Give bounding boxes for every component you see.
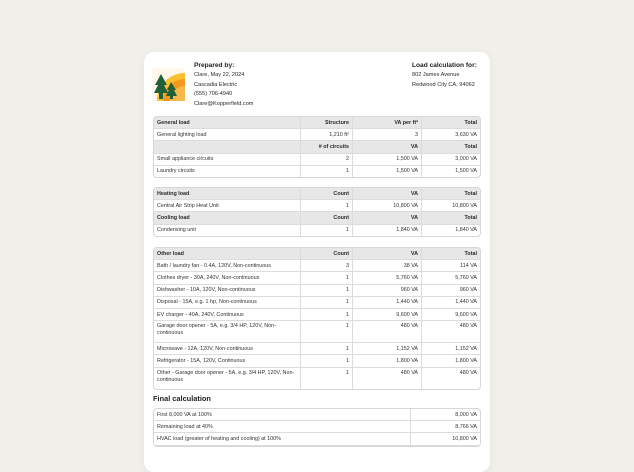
row-label: Small appliance circuits	[154, 154, 301, 166]
table-row	[154, 421, 480, 433]
address-line-1: 802 James Avenue	[412, 72, 460, 78]
row-cell: 5,760 VA	[353, 272, 422, 284]
row-label: Refrigerator - 15A, 120V, Continuous	[154, 355, 301, 367]
row-label: Other - Garage door opener - 5A, e.g. 3/4 HP, 120V, Non-continuous	[154, 368, 301, 389]
prepared-by-heading: Prepared by:	[194, 62, 235, 69]
row-label: Clothes dryer - 30A, 240V, Non-continuous	[154, 272, 301, 284]
header-cell: Count	[301, 212, 353, 224]
table-row	[154, 129, 480, 141]
row-total: 1,840 VA	[455, 227, 477, 234]
row-cell: 3	[353, 129, 422, 141]
row-cell: 1	[301, 321, 353, 343]
row-label: HVAC load (greater of heating and cooling) at 100%	[154, 433, 411, 445]
table-row	[154, 154, 480, 166]
row-label: General lighting load	[154, 129, 301, 141]
row-label: Remaining load at 40%	[154, 421, 411, 433]
header-cell	[154, 141, 301, 153]
row-total: 10,800 VA	[422, 200, 480, 212]
row-cell: 1,500 VA	[353, 154, 422, 166]
preparer-email[interactable]: Clare@Kopperfield.com	[194, 101, 254, 108]
header-cell: Cooling load	[154, 212, 301, 224]
row-label: Garage door opener - 5A, e.g. 3/4 HP, 120V, Non-continuous	[154, 321, 301, 343]
other-load-table	[153, 247, 481, 390]
table-header-row	[154, 117, 480, 129]
table-row	[154, 166, 480, 177]
row-label: Laundry circuits	[154, 166, 301, 177]
table-row	[154, 368, 480, 389]
table-row	[154, 297, 480, 309]
row-total: 1,500 VA	[455, 168, 477, 175]
header-cell: VA per ft²	[353, 117, 422, 129]
header-cell: Total	[422, 248, 480, 260]
row-total: 1,152 VA	[422, 343, 480, 355]
row-cell: 1	[301, 200, 353, 212]
header-cell: Heating load	[154, 188, 301, 200]
header-cell: VA	[353, 212, 422, 224]
row-cell: 1	[301, 225, 353, 236]
row-total: 3,000 VA	[422, 154, 480, 166]
table-row	[154, 409, 480, 421]
row-label: Bath / laundry fan - 0.4A, 120V, Non-continuous	[154, 260, 301, 272]
row-cell: 480 VA	[353, 321, 422, 343]
row-total: 960 VA	[422, 285, 480, 297]
load-calculation-for-block	[412, 61, 477, 90]
row-cell: 480 VA	[353, 368, 422, 389]
table-row	[154, 285, 480, 297]
row-total: 5,760 VA	[422, 272, 480, 284]
row-cell: 1	[301, 355, 353, 367]
table-row	[154, 225, 480, 236]
load-for-heading: Load calculation for:	[412, 62, 477, 69]
table-header-row	[154, 188, 480, 200]
header-cell: # of circuits	[301, 141, 353, 153]
row-cell: 2	[301, 154, 353, 166]
header-cell: Count	[301, 188, 353, 200]
row-label: Central Air Strip Heat Unit	[154, 200, 301, 212]
header-cell: VA	[353, 188, 422, 200]
row-cell: 1	[301, 285, 353, 297]
table-header-row	[154, 212, 480, 224]
row-cell: 3	[301, 260, 353, 272]
row-cell: 1,152 VA	[353, 343, 422, 355]
table-row	[154, 200, 480, 212]
header-cell: VA	[353, 141, 422, 153]
row-label: EV charger - 40A, 240V, Continuous	[154, 309, 301, 321]
preparer-company: Cascadia Electric	[194, 81, 238, 88]
row-total: 114 VA	[422, 260, 480, 272]
row-cell: 10,800 VA	[353, 200, 422, 212]
header-cell: Total	[422, 212, 480, 224]
row-label: Condensing unit	[154, 225, 301, 236]
table-row	[154, 309, 480, 321]
header-cell: Total	[422, 188, 480, 200]
row-cell: 1	[301, 368, 353, 389]
row-total: 3,630 VA	[422, 129, 480, 141]
row-total: 480 VA	[459, 369, 477, 376]
header-cell: Total	[422, 141, 480, 153]
row-cell: 1	[301, 309, 353, 321]
table-row	[154, 433, 480, 445]
final-calculation-table	[153, 408, 481, 447]
row-total: 8,766 VA	[411, 421, 480, 433]
table-subheader-row	[154, 141, 480, 153]
header-cell: Count	[301, 248, 353, 260]
preparer-phone: (555) 706-4940	[194, 91, 233, 98]
address-line-2: Redwood City CA, 94062	[412, 81, 475, 88]
header-cell: Total	[422, 117, 480, 129]
hvac-load-table	[153, 187, 481, 237]
general-load-table	[153, 116, 481, 178]
row-cell: 1	[301, 166, 353, 177]
table-row	[154, 260, 480, 272]
row-total: 480 VA	[422, 321, 480, 343]
row-cell: 1	[301, 272, 353, 284]
table-row	[154, 355, 480, 367]
row-cell: 1,840 VA	[353, 225, 422, 236]
table-row	[154, 343, 480, 355]
row-cell: 960 VA	[353, 285, 422, 297]
preparer-name-date: Clare, May 22, 2024	[194, 72, 245, 78]
row-total: 10,800 VA	[411, 433, 480, 445]
row-total: 1,800 VA	[422, 355, 480, 367]
row-cell: 38 VA	[353, 260, 422, 272]
row-cell: 9,600 VA	[353, 309, 422, 321]
row-label: Disposal - 15A, e.g. 1 hp, Non-continuous	[154, 297, 301, 309]
final-calculation-title: Final calculation	[153, 394, 211, 403]
row-total: 9,600 VA	[422, 309, 480, 321]
table-row	[154, 321, 480, 343]
table-row	[154, 272, 480, 284]
header-cell: Other load	[154, 248, 301, 260]
row-cell: 1	[301, 297, 353, 309]
table-header-row	[154, 248, 480, 260]
row-cell: 1	[301, 343, 353, 355]
row-cell: 1,210 ft²	[301, 129, 353, 141]
row-cell: 1,440 VA	[353, 297, 422, 309]
row-total: 8,000 VA	[411, 409, 480, 421]
row-label: First 8,000 VA at 100%	[154, 409, 411, 421]
row-total: 1,440 VA	[422, 297, 480, 309]
header-cell: VA	[353, 248, 422, 260]
header-cell: General load	[154, 117, 301, 129]
row-cell: 1,800 VA	[353, 355, 422, 367]
row-label: Microwave - 12A, 120V, Non-continuous	[154, 343, 301, 355]
company-logo	[152, 68, 185, 101]
row-label: Dishwasher - 10A, 120V, Non-continuous	[154, 285, 301, 297]
load-calculation-card	[144, 52, 490, 472]
report-header	[144, 52, 490, 114]
prepared-by-block	[194, 61, 253, 110]
header-cell: Structure	[301, 117, 353, 129]
row-cell: 1,500 VA	[353, 166, 422, 177]
